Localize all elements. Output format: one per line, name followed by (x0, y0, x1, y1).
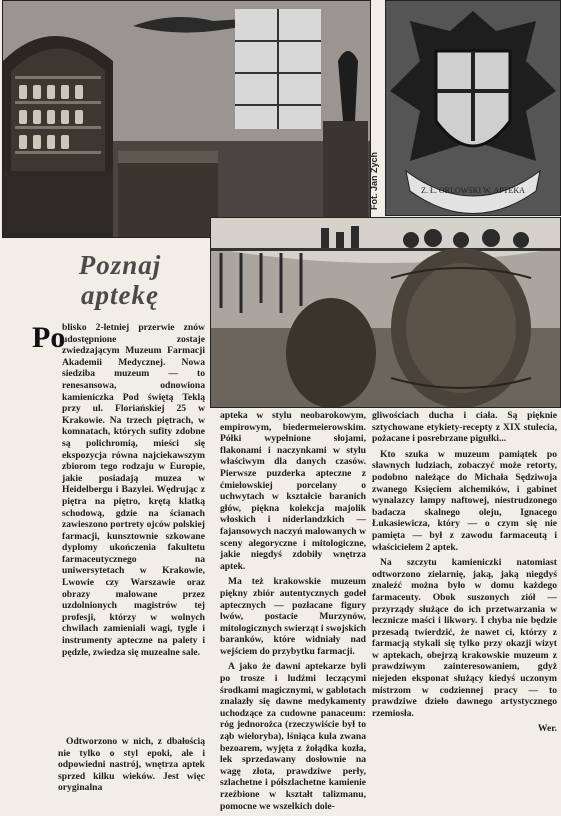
article-title: Poznaj aptekę (78, 250, 162, 310)
paragraph: Odtworzono w nich, z dbałością nie tylko o styl epoki, ale i odpowiedni nastrój, wnętrza aptek sprzed kilku wieków. Jest więc oryginalna (58, 736, 205, 794)
column-1-continued (58, 736, 205, 798)
paragraph: Ma też krakowskie muzeum piękny zbiór autentycznych godeł aptecznych — pozłacane figury lwów, postacie Murzynów, mitologicznych swierząt i swojskich baranków, które widniały nad wejściem do przybytku farmacji. (220, 576, 366, 657)
column-3 (372, 410, 557, 735)
paragraph: gliwościach ducha i ciała. Są pięknie sztychowane etykiety-recepty z XIX stulecia, pożacane i posrebrzane pigułki... (372, 410, 557, 445)
paragraph: Kto szuka w muzeum pamiątek po sławnych ludziach, zobaczyć może retorty, podobno należące do Michała Sędziwoja zwanego Księciem alchemików, i gabinet wynalazcy lampy naftowej, niestrudzonego badacza skalnego oleju, Ignacego Łukasiewicza, który — o czym się nie pamięta — był z zawodu farmaceutą i właścicielem 2 aptek. (372, 448, 557, 553)
paragraph: Na szczytu kamieniczki natomiast odtworzono zielarnię, jaką, jaką niegdyś znaleźć można było w domu każdego farmaceuty. Obok suszonych ziół — przyrządy służące do ich przetwarzania w lecznicze maści i likwory. I chyba nie będzie przesadą twierdzić, że nawet ci, którzy z farmacją stykali się tylko przy okazji wizyt w aptekach, obejrzą krakowskie muzeum z prawdziwym zainteresowaniem, gdyż niejeden eksponat służący kiedyś uczonym mistrzom w codziennej pracy — to prawdziwe dzieło dawnego artystycznego rzemiosła. (372, 557, 557, 719)
ribbon-text: Z. Ł. ORLOWSKI W. APTEKA (421, 186, 525, 195)
paragraph: blisko 2-letniej przerwie znów udostępnione zostaje zwiedzającym Muzeum Farmacji Akademii Medycznej. Nowa siedziba muzeum — to renesansowa, odnowiona kamieniczka Pod świętą Teklą przy ul. Floriańskiej 25 w Krakowie. Na trzech piętrach, w komnatach, których sufity zdobne są polichromią, mieści się ekspozycja równa najciekawszym zbiorom tego rodzaju w Europie, jakie posiadają muzea w Heidelbergu i Bazylei. Wędrując z piętra na piętro, krętą klatką schodową, gdzie na ścianach zawieszono portrety ojców polskiej farmacji, kunsztownie szkowane dyplomy ukończenia fakultetu farmaceutycznego na uniwersytetach w Krakowie, Lwowie czy Warszawie oraz obrazy malowane przez uzdolnionych magistrów tej profesji, którzy w wolnych chwilach zamieniali wagi, tygle i instrumenty apteczne na palety i pędzle, zwiedza się muzealne sale. (62, 322, 205, 658)
photo-herbarium-barrels (210, 217, 561, 408)
drop-cap: Po (32, 321, 66, 354)
photo-pharmacy-interior (2, 0, 371, 238)
paragraph: apteka w stylu neobarokowym, empirowym, biedermeierowskim. Półki wypełnione słojami, flakonami i naczynkami w stylu właściwym dla danych czasów. Pierwsze puzderka apteczne z ćmielowskiej porcelany o uchwytach w kształcie baranich głów, piękna kolekcja majolik włoskich i niderlandzkich — fajansowych naczyń malowanych w sceny alegoryczne i mitologiczne, jakie niegdyś zdobiły wnętrza aptek. (220, 410, 366, 572)
photo-coat-of-arms (385, 0, 561, 216)
photo-credit: Fot. Jan Zych (369, 151, 379, 210)
column-2 (220, 410, 366, 816)
column-1-lead (62, 322, 205, 662)
author-signature: Wer. (537, 723, 557, 735)
paragraph: A jako że dawni aptekarze byli po trosze i ludźmi leczącymi środkami magicznymi, w gablotach znalazły się dawne medykamenty uchodzące za cudowne panaceum: róg jednorożca (rzeczywiście był to ząb wieloryba), lśniąca kula zwana bezoarem, wyjęta z żołądka kozła, lek sprzedawany dosłownie na wagę złota, prawdziwe perły, szlachetne i półszlachetne kamienie rzeźbione w kształt talizmanu, pomocne we wszelkich dole- (220, 661, 366, 812)
